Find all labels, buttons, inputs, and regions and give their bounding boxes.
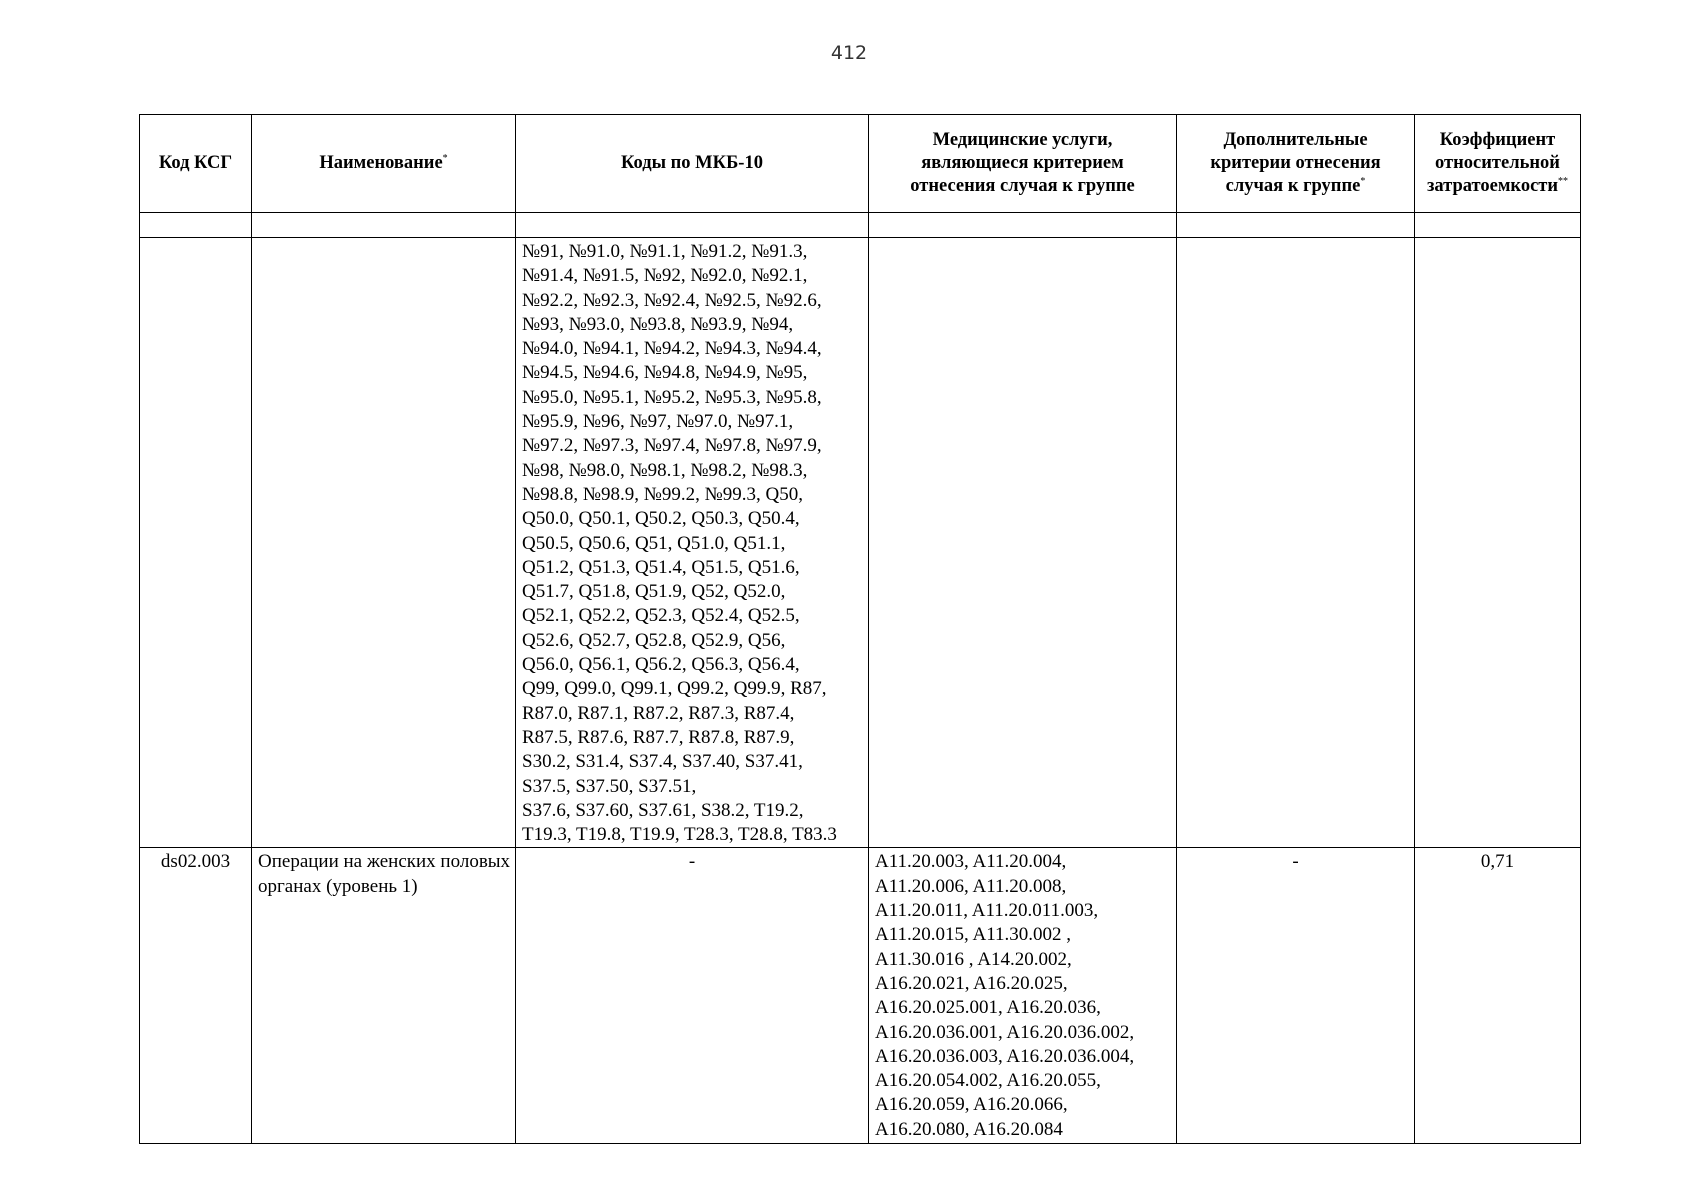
header-coef: Коэффициент относительной затратоемкости** (1415, 115, 1581, 213)
empty-cell (869, 213, 1177, 238)
header-extra: Дополнительные критерии отнесения случая к группе* (1177, 115, 1415, 213)
table-row (140, 848, 1581, 1144)
code-cell (140, 238, 252, 848)
empty-cell (1415, 213, 1581, 238)
header-services: Медицинские услуги, являющиеся критерием отнесения случая к группе (869, 115, 1177, 213)
header-mkb: Коды по МКБ-10 (516, 115, 869, 213)
table-header-row (140, 115, 1581, 213)
footnote-mark: * (1360, 175, 1366, 187)
services-text: A11.20.003, A11.20.004, A11.20.006, A11.20.008, A11.20.011, A11.20.011.003, A11.20.015, A11.30.002 , A11.30.016 , A14.20.002, A16.20.021, A16.20.025, A16.20.025.001, A16.20.036, A16.20.036.001, A16.20.036.002, A16.20.036.003, A16.20.036.004, A16.20.054.002, A16.20.055, A16.20.059, A16.20.066, A16.20.080, A16.20.084 (875, 851, 1135, 1140)
coef-cell: 0,71 (1415, 848, 1581, 1144)
empty-cell (252, 213, 516, 238)
footnote-mark: * (442, 152, 448, 164)
empty-cell (1177, 213, 1415, 238)
empty-cell (140, 213, 252, 238)
header-code: Код КСГ (140, 115, 252, 213)
empty-cell (516, 213, 869, 238)
coef-cell (1415, 238, 1581, 848)
footnote-mark: ** (1558, 175, 1569, 187)
extra-cell (1177, 238, 1415, 848)
extra-cell: - (1177, 848, 1415, 1144)
mkb-codes-text: №91, №91.0, №91.1, №91.2, №91.3, №91.4, №91.5, №92, №92.0, №92.1, №92.2, №92.3, №92.4, №92.5, №92.6, №93, №93.0, №93.8, №93.9, №94, №94.0, №94.1, №94.2, №94.3, №94.4, №94.5, №94.6, №94.8, №94.9, №95, №95.0, №95.1, №95.2, №95.3, №95.8, №95.9, №96, №97, №97.0, №97.1, №97.2, №97.3, №97.4, №97.8, №97.9, №98, №98.0, №98.1, №98.2, №98.3, №98.8, №98.9, №99.2, №99.3, Q50, Q50.0, Q50.1, Q50.2, Q50.3, Q50.4, Q50.5, Q50.6, Q51, Q51.0, Q51.1, Q51.2, Q51.3, Q51.4, Q51.5, Q51.6, Q51.7, Q51.8, Q51.9, Q52, Q52.0, Q52.1, Q52.2, Q52.3, Q52.4, Q52.5, Q52.6, Q52.7, Q52.8, Q52.9, Q56, Q56.0, Q56.1, Q56.2, Q56.3, Q56.4, Q99, Q99.0, Q99.1, Q99.2, Q99.9, R87, R87.0, R87.1, R87.2, R87.3, R87.4, R87.5, R87.6, R87.7, R87.8, R87.9, S30.2, S31.4, S37.4, S37.40, S37.41, S37.5, S37.50, S37.51, S37.6, S37.60, S37.61, S38.2, T19.2, T19.3, T19.8, T19.9, T28.3, T28.8, T83.3 (522, 241, 837, 846)
ksg-table (139, 114, 1581, 1144)
mkb-codes-cell (516, 238, 869, 848)
page-number: 412 (830, 42, 868, 64)
code-cell: ds02.003 (140, 848, 252, 1144)
header-name: Наименование* (252, 115, 516, 213)
name-cell (252, 238, 516, 848)
name-cell: Операции на женских половых органах (уровень 1) (252, 848, 516, 1144)
services-cell (869, 238, 1177, 848)
table-row (140, 238, 1581, 848)
table-row (140, 213, 1581, 238)
services-cell (869, 848, 1177, 1144)
mkb-codes-cell: - (516, 848, 869, 1144)
